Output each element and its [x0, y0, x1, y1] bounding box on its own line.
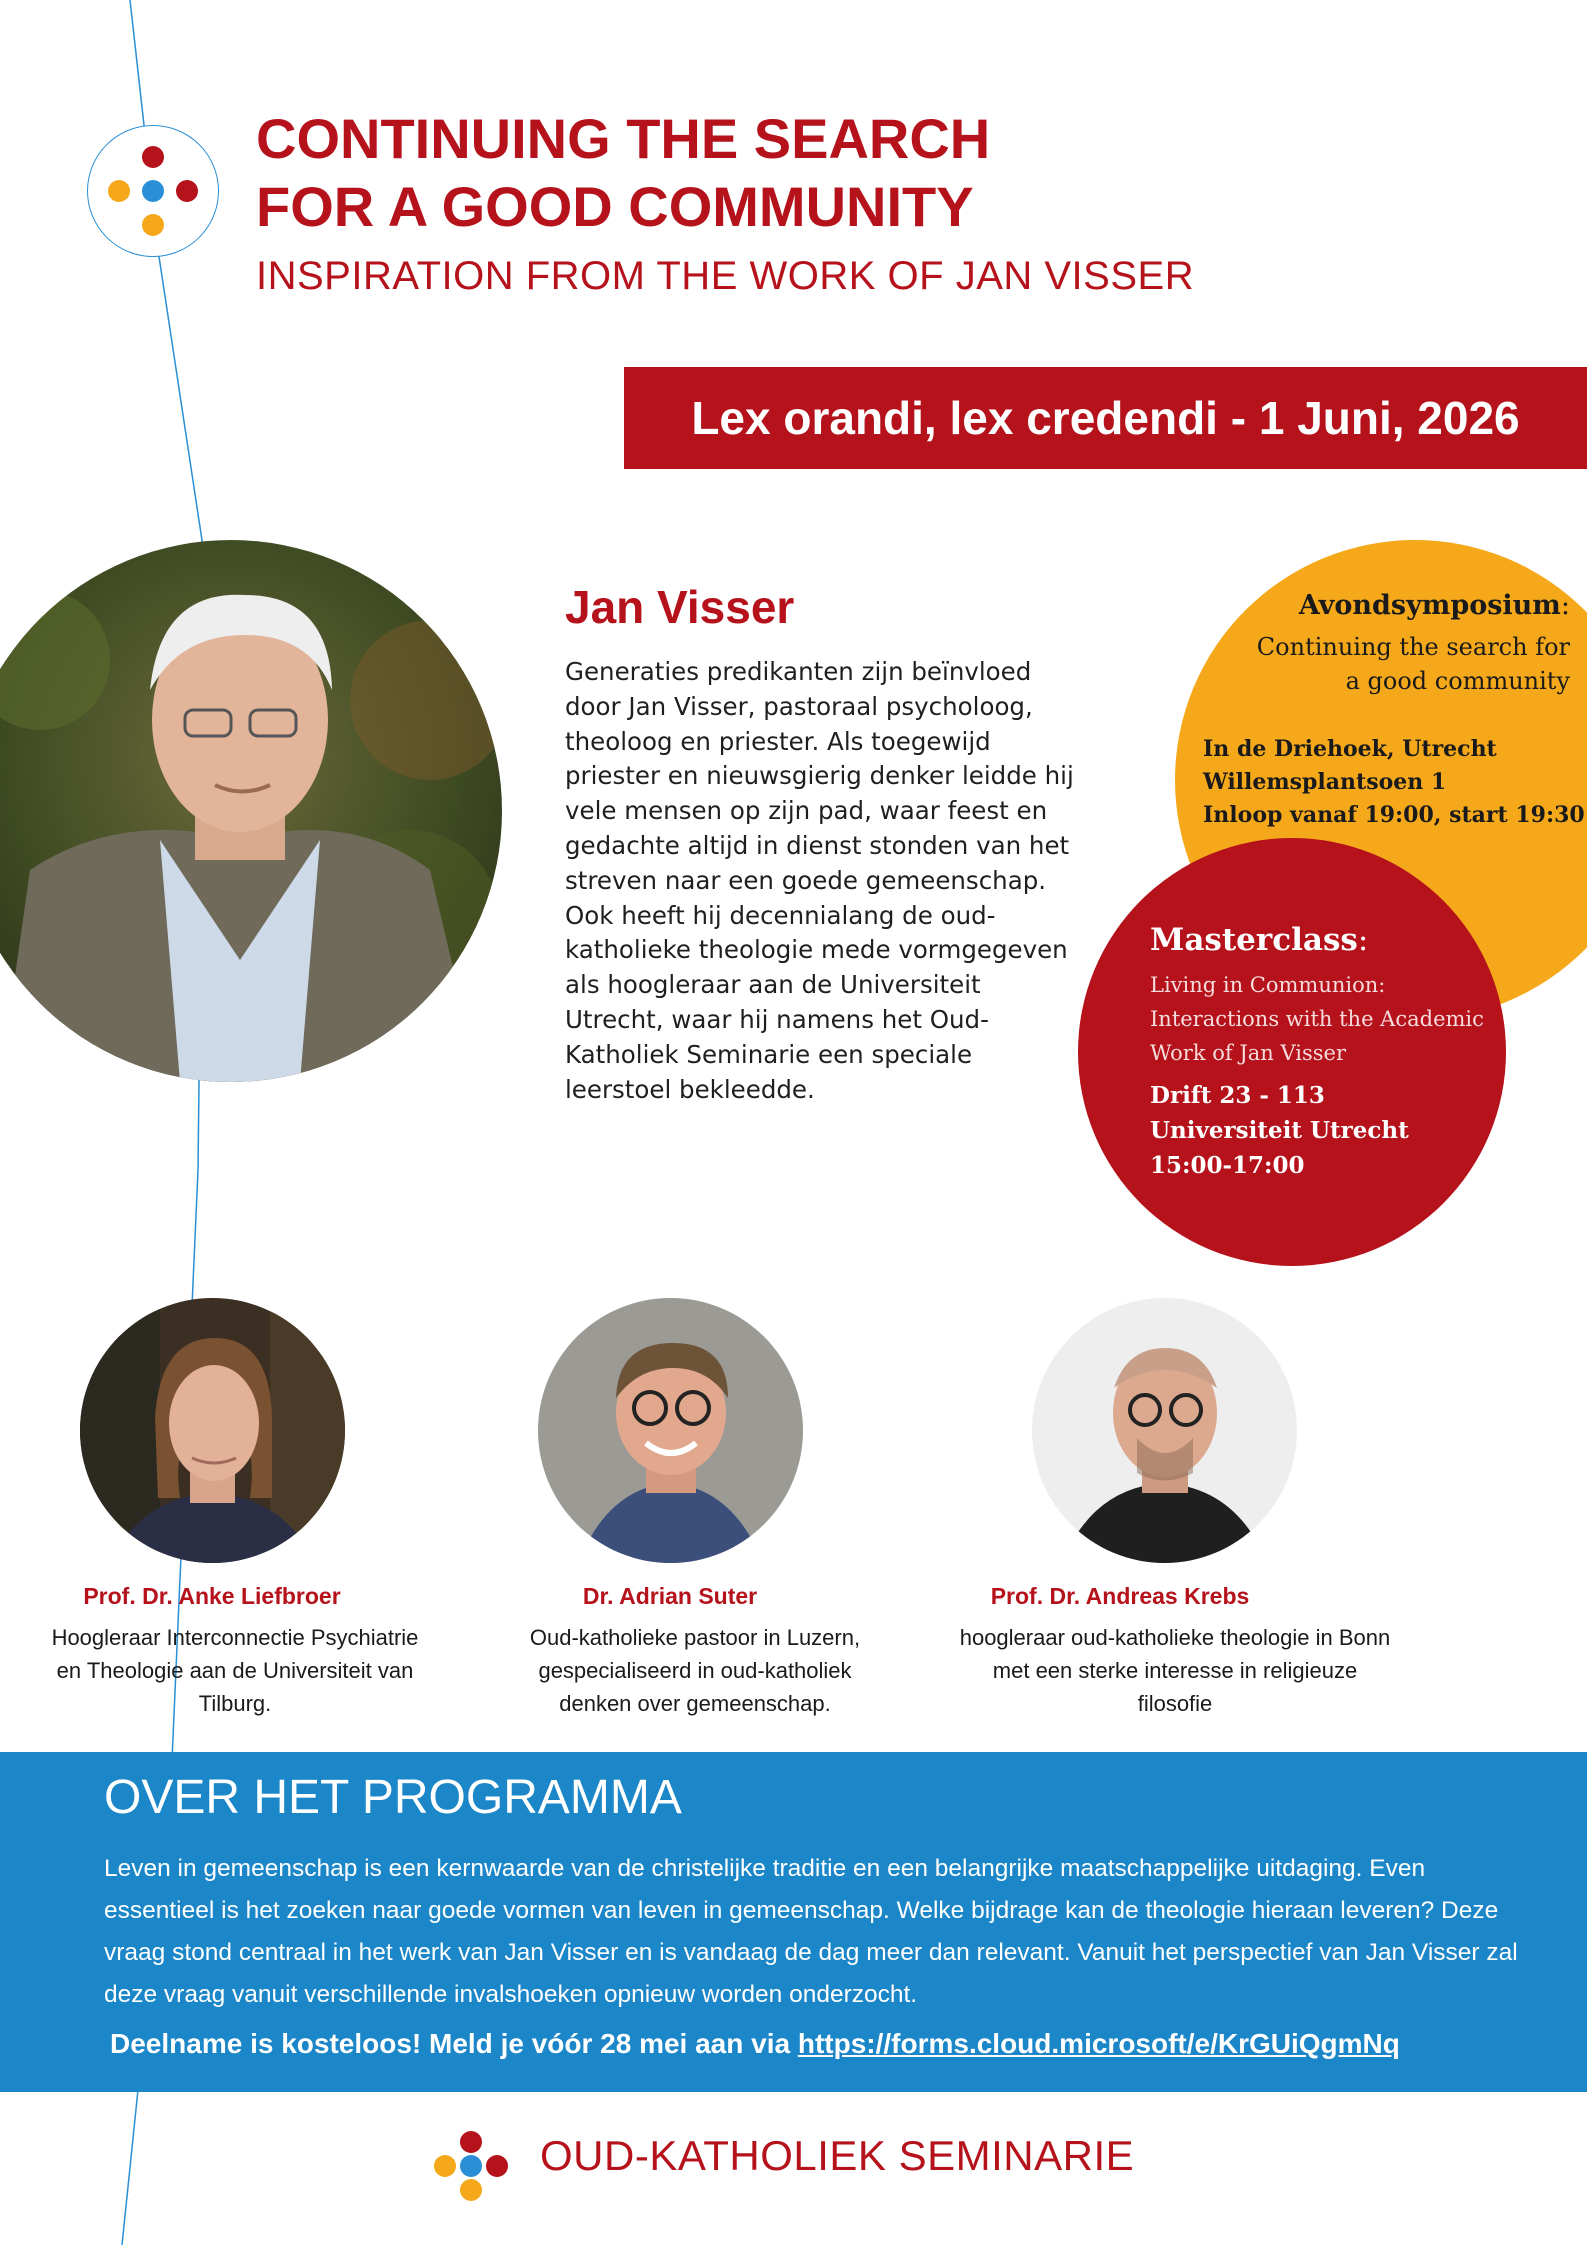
- logo-icon: [87, 125, 219, 257]
- page-subtitle: INSPIRATION FROM THE WORK OF JAN VISSER: [256, 254, 1195, 298]
- footer-org-name: OUD-KATHOLIEK SEMINARIE: [540, 2132, 1135, 2179]
- bio-text: Generaties predikanten zijn beïnvloed door Jan Visser, pastoraal psycholoog, theoloog en priester. Als toegewijd priester en nieuwsgierig denker leidde hij vele mensen op zijn pad, waar feest en gedachte altijd in dienst stonden van het streven naar een goede gemeenschap. Ook heeft hij decennialang de oud-katholieke theologie mede vormgegeven als hoogleraar aan de Universiteit Utrecht, waar hij namens het Oud-Katholiek Seminarie een speciale leerstoel bekleedde.: [565, 657, 1074, 1104]
- speaker-photo-suter: [538, 1298, 803, 1563]
- masterclass-time: 15:00-17:00: [1150, 1152, 1305, 1179]
- speaker-photo-liefbroer: [80, 1298, 345, 1563]
- bio-name: Jan Visser: [565, 581, 795, 633]
- registration-text: Deelname is kosteloos! Meld je vóór 28 mei aan via: [110, 2028, 798, 2059]
- evening-address: Willemsplantsoen 1: [1203, 769, 1447, 795]
- title-line-2: FOR A GOOD COMMUNITY: [256, 175, 974, 238]
- date-banner: Lex orandi, lex credendi - 1 Juni, 2026: [624, 367, 1587, 469]
- masterclass-details: [1150, 1078, 1409, 1183]
- masterclass-subtitle: Living in Communion: Interactions with the Academic Work of Jan Visser: [1150, 973, 1484, 1065]
- speaker-desc-suter: Oud-katholieke pastoor in Luzern, gespecialiseerd in oud-katholiek denken over gemeenschap.: [529, 1625, 861, 1716]
- speaker-name-krebs: Prof. Dr. Andreas Krebs: [990, 1583, 1250, 1609]
- registration-line: [110, 2028, 1400, 2060]
- speaker-photo-krebs: [1032, 1298, 1297, 1563]
- masterclass-room: Drift 23 - 113: [1150, 1082, 1325, 1109]
- footer-logo-icon: [430, 2125, 510, 2205]
- evening-symposium-subtitle: Continuing the search for a good community: [1256, 633, 1570, 695]
- speaker-name-suter: Dr. Adrian Suter: [582, 1583, 758, 1609]
- evening-symposium-details: [1203, 733, 1585, 832]
- registration-link[interactable]: https://forms.cloud.microsoft/e/KrGUiQgmNq: [797, 2028, 1400, 2059]
- masterclass-venue: Universiteit Utrecht: [1150, 1117, 1409, 1144]
- masterclass-label: Masterclass:: [1150, 922, 1369, 958]
- speaker-name-liefbroer: Prof. Dr. Anke Liefbroer: [83, 1583, 341, 1609]
- evening-time: Inloop vanaf 19:00, start 19:30: [1203, 802, 1585, 828]
- title-line-1: CONTINUING THE SEARCH: [256, 107, 991, 170]
- speaker-desc-liefbroer: Hoogleraar Interconnectie Psychiatrie en Theologie aan de Universiteit van Tilburg.: [51, 1625, 419, 1716]
- evening-symposium-label: Avondsymposium:: [1298, 590, 1570, 621]
- speaker-desc-krebs: hoogleraar oud-katholieke theologie in Bonn met een sterke interesse in religieuze filosofie: [959, 1625, 1391, 1716]
- evening-location: In de Driehoek, Utrecht: [1203, 736, 1497, 762]
- page-title: [256, 105, 990, 241]
- program-text: Leven in gemeenschap is een kernwaarde van de christelijke traditie en een belangrijke maatschappelijke uitdaging. Even essentieel is het zoeken naar goede vormen van leven in gemeenschap. Welke bijdrage kan de theologie hieraan leveren? Deze vraag stond centraal in het werk van Jan Visser en is vandaag de dag meer dan relevant. Vanuit het perspectief van Jan Visser zal deze vraag vanuit verschillende invalshoeken opnieuw worden onderzocht.: [104, 1855, 1518, 2008]
- program-title: OVER HET PROGRAMMA: [104, 1771, 682, 1824]
